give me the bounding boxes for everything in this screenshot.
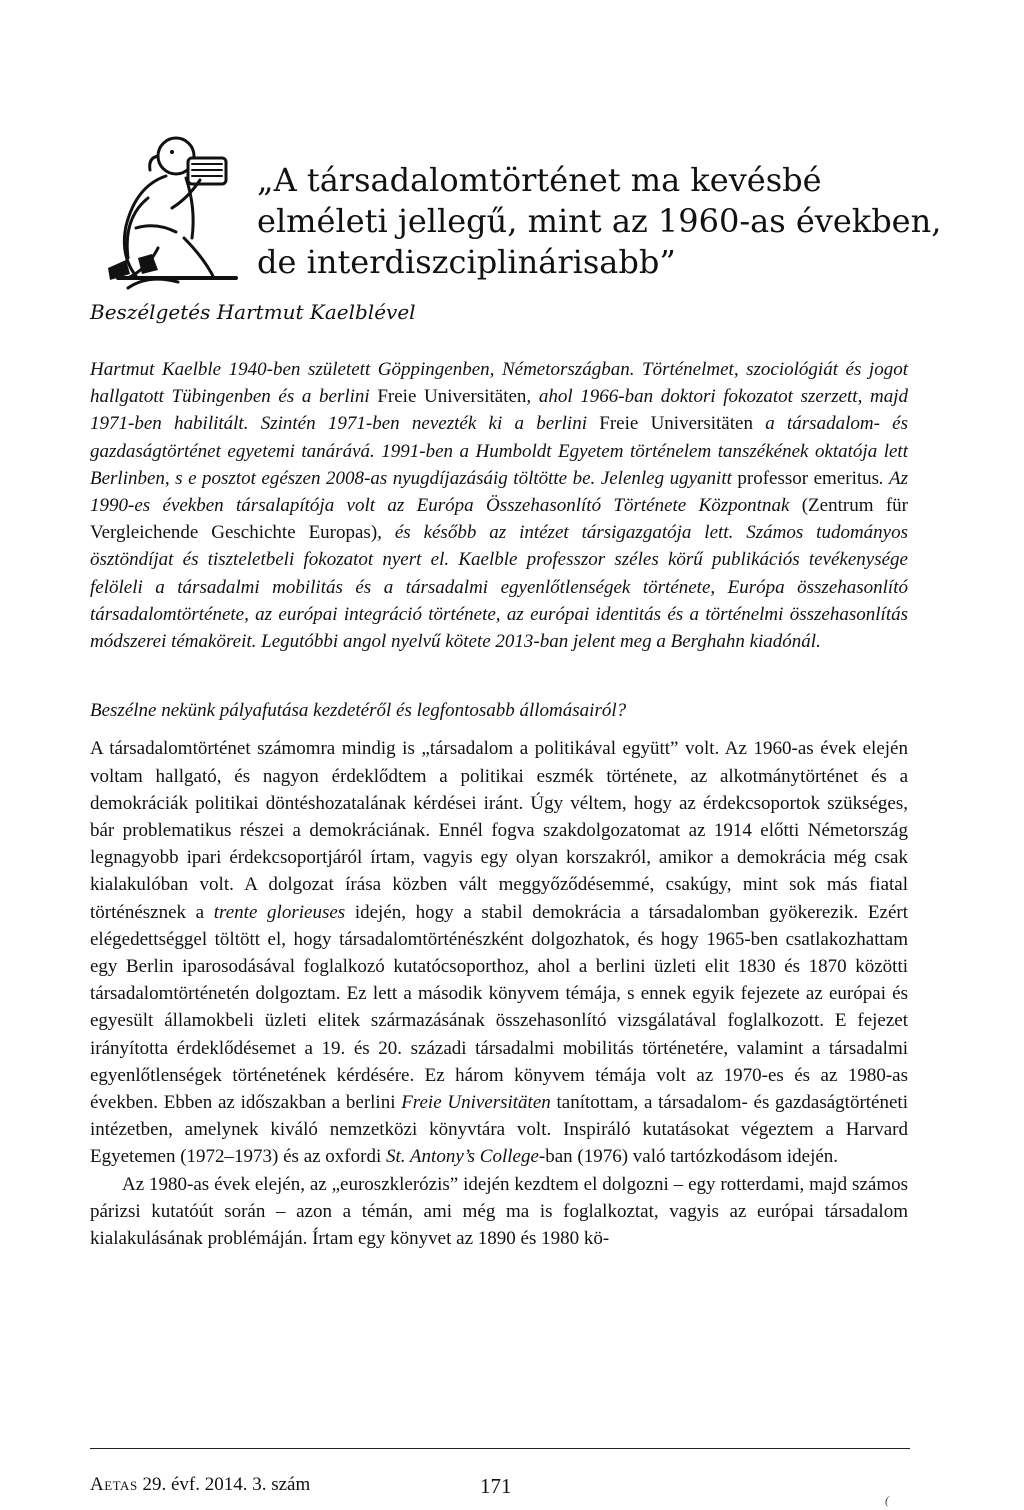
title-line: „A társadalomtörténet ma kevésbé xyxy=(257,161,822,199)
italic-run: , és később az intézet társigazgatója lett. Számos tudományos ösztöndíjat és tiszteletbeli fokozatot nyert el. Kaelble professzor széles körű publikációs tevékenysége felöleli a társadalmi mobilitás és a társadalmi egyenlőtlenségek története, Európa összehasonlító társadalomtörténete, az európai integráció története, az európai identitás és a történelmi összehasonlítás módszerei témaköreit. Legutóbbi angol nyelvű kötete 2013-ban jelent meg a Berghahn kiadónál. xyxy=(90,522,908,653)
roman-run: (Zentrum für Vergleichende Geschichte Europas) xyxy=(90,495,908,544)
article-title xyxy=(257,160,942,283)
article-subtitle: Beszélgetés Hartmut Kaelblével xyxy=(90,300,416,324)
title-line: elméleti jellegű, mint az 1960-as években, xyxy=(257,202,942,240)
journal-logo-illustration xyxy=(88,118,248,303)
italic-run: Hartmut Kaelble 1940-ben született Göppingenben, Németországban. Történelmet, szociológiát és jogot hallgatott Tübingenben és a berlini xyxy=(90,359,908,408)
roman-run: A társadalomtörténet számomra mindig is „társadalom a politikával együtt” volt. Az 1960-as évek elején voltam hallgató, és nagyon érdeklődtem a politikai eszmék története, az alkotmánytörténet és a demokráciák politikai döntéshozatalának kérdései iránt. Úgy véltem, hogy az érdekcsoportok szükséges, bár problematikus részei a demokráciának. Ennél fogva szakdolgozatomat az 1914 előtti Németország legnagyobb ipari érdekcsoportjáról írtam, vagyis egy olyan korszakról, amikor a demokrácia még csak kialakulóban volt. A dolgozat írása közben vált meggyőződésemmé, csakúgy, mint sok más fiatal történésznek a xyxy=(90,738,908,923)
italic-run: Freie Universitäten xyxy=(401,1092,551,1114)
title-line: de interdiszciplinárisabb” xyxy=(257,243,676,281)
journal-issue: 29. évf. 2014. 3. szám xyxy=(137,1474,311,1495)
margin-mark: ( xyxy=(885,1493,889,1507)
article-body xyxy=(90,356,908,1252)
footer-rule xyxy=(90,1448,910,1449)
roman-run: -ban (1976) való tartózkodásom idején. xyxy=(538,1146,839,1168)
roman-run: professor emeritus xyxy=(737,467,880,489)
journal-name: Aetas xyxy=(90,1474,138,1495)
italic-run: trente glorieuses xyxy=(213,901,346,923)
intro-paragraph xyxy=(90,356,908,655)
page-number: 171 xyxy=(480,1474,512,1498)
italic-run: , ahol 1966-ban doktori fokozatot szerzett, majd 1971-ben habilitált. Szintén 1971-ben nevezték ki a berlini xyxy=(90,386,908,435)
italic-run: . Az 1990-es években társalapítója volt az Európa Összehasonlító Története Központnak xyxy=(90,467,908,517)
roman-run: Freie Universitäten xyxy=(599,413,753,435)
answer-paragraph: Az 1980-as évek elején, az „euroszklerózis” idején kezdtem el dolgozni – egy rotterdami, majd számos párizsi kutatóút során – azon a témán, ami még ma is foglalkoztat, vagyis az európai társadalom kialakulásának problémáján. Írtam egy könyvet az 1890 és 1980 kö- xyxy=(90,1173,908,1250)
journal-citation xyxy=(90,1474,310,1496)
interview-question: Beszélne nekünk pályafutása kezdetéről és legfontosabb állomásairól? xyxy=(90,700,627,722)
roman-run: tanítottam, a társadalom- és gazdaságtörténeti intézetben, amelynek kiváló nemzetközi könyvtára volt. Inspiráló kutatásokat végeztem a Harvard Egyetemen (1972–1973) és az oxfordi xyxy=(90,1092,908,1168)
roman-run: idején, hogy a stabil demokrácia a társadalomban gyökerezik. Ezért elégedettséggel töltött el, hogy társadalomtörténészként dolgozhatok, és hogy 1965-ben csatlakozhattam egy Berlin iparosodásával foglalkozó kutatócsoporthoz, ahol a berlini üzleti elit 1830 és 1870 közötti társadalomtörténetén dolgoztam. Ez lett a második könyvem témája, s ennek egyik fejezete az európai és egyesült államokbeli üzleti elitek származásának összehasonlító vizsgálatával foglalkozott. E fejezet irányította érdeklődésemet a 19. és 20. századi társadalmi mobilitás történetére, valamint a társadalmi egyenlőtlenségek történetének kérdésére. Ez három könyvem témája volt az 1970-es és az 1980-as években. Ebben az időszakban a berlini xyxy=(90,901,908,1114)
roman-run: Freie Universitäten xyxy=(377,386,527,408)
italic-run: St. Antony’s College xyxy=(386,1146,539,1168)
italic-run: a társadalom- és gazdaságtörténet egyetemi tanárává. 1991-ben a Humboldt Egyetem történelem tanszékének oktatója lett Berlinben, s e posztot egészen 2008-as nyugdíjazásáig töltötte be. Jelenleg ugyanitt xyxy=(90,413,909,489)
answer-paragraph xyxy=(90,735,908,1170)
